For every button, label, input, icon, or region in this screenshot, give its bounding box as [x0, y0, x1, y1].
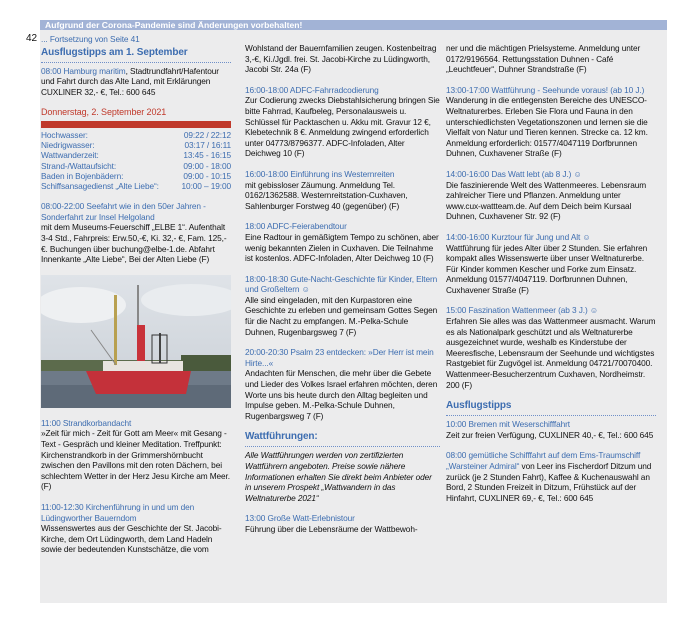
event-kirchenfuehrung — [41, 502, 231, 555]
event-strandkorbandacht — [41, 418, 231, 492]
tide-row — [41, 161, 231, 171]
event-text: mit dem Museums-Feuerschiff „ELBE 1“. Aufenthalt 3-4 Std., Fahrpreis: Erw.50,-€, Ki. 32,- €, Fam. 125,- €. Buchungen über buchung@elbe-1.de. Abfahrt Innenkante „Alte Liebe“, Bei der Alten Liebe (F) — [41, 222, 227, 265]
event-text: Erfahren Sie alles was das Wattenmeer ausmacht. Warum es als Nationalpark geschützt und als Weltnaturerbe ausgezeichnet wurde, weshalb es Kinderstube der Meeresfische, Lebensraum der Seehunde und wichtigstes Rastgebiet für Zugvögel ist. Anmeldung 04721/70070400. Wattenmeer-Besucherzentrum Cuxhaven, Nordheimstr. 200 (F) — [446, 316, 656, 390]
tide-row — [41, 140, 231, 150]
corona-notice-banner: Aufgrund der Corona-Pandemie sind Änderungen vorbehalten! — [40, 20, 667, 30]
event-text: Zeit zur freien Verfügung, CUXLINER 40,- €, Tel.: 600 645 — [446, 429, 654, 440]
event-title: 13:00-17:00 Wattführung - Seehunde voraus! (ab 10 J.) — [446, 84, 645, 95]
event-westernreiten — [245, 169, 440, 211]
tide-value: 13:45 - 16:15 — [183, 150, 231, 161]
tide-row — [41, 130, 231, 140]
page-number: 42 — [26, 33, 38, 44]
tide-row — [41, 171, 231, 181]
section-heading-ausflugstipps: Ausflugstipps — [446, 400, 656, 416]
event-seefahrt-helgoland — [41, 201, 231, 265]
event-text: Zur Codierung zwecks Diebstahlsicherung bringen Sie bitte Fahrrad, Kaufbeleg, Personalausweis u. Schlüssel für Packtaschen u. Akku mit. Gravur 12 €, Klebetechnik 8 €. Anmeldung zwingend erforderlich unter 04773/8796377. ADFC-Infoladen, Alter Deichweg 10 (F) — [245, 95, 440, 159]
event-hamburg-maritim — [41, 66, 231, 98]
tide-value: 03:17 / 16:11 — [184, 140, 231, 151]
event-title: 18:00 ADFC-Feierabendtour — [245, 221, 347, 232]
event-adfc-codierung — [245, 85, 440, 159]
event-text: Eine Radtour in gemäßigtem Tempo zu schönen, aber wenig bekannten Zielen in Cuxhaven. Die Teilnahme ist kostenlos. ADFC-Infoladen, Alter Deichweg 10 (F) — [245, 231, 439, 264]
tide-table — [41, 130, 231, 191]
event-title: 08:00-22:00 Seefahrt wie in den 50er Jahren - Sonderfahrt zur Insel Helgoland — [41, 201, 206, 222]
event-text: von Leer ins Fischerdorf Ditzum und zurück (je 2 Stunden Fahrt), Kaffee & Kuchenauswahl an Bord, 2 Stunden Freizeit in Ditzum, Frühstück auf der Hinfahrt, CUXLINER 69,- €, Tel.: 600 645 — [446, 461, 652, 503]
tide-row — [41, 150, 231, 160]
event-warsteiner-admiral — [446, 450, 656, 503]
event-kurztour — [446, 232, 656, 296]
tide-value: 09:22 / 22:12 — [183, 129, 231, 140]
tide-row — [41, 181, 231, 191]
event-faszination-wattenmeer — [446, 305, 656, 390]
date-divider-bar — [41, 121, 231, 128]
date-heading: Donnerstag, 2. September 2021 — [41, 107, 167, 118]
tide-label: Strand-/Wattaufsicht: — [41, 160, 117, 171]
tide-label: Wattwanderzeit: — [41, 150, 99, 161]
column-1 — [41, 34, 231, 565]
event-title: 15:00 Faszination Wattenmeer (ab 3 J.) ☺ — [446, 305, 599, 316]
tide-label: Hochwasser: — [41, 129, 88, 140]
event-title: 14:00-16:00 Kurztour für Jung und Alt ☺ — [446, 231, 591, 242]
event-text: Alle sind eingeladen, mit den Kurpastoren eine Geschichte zu erleben und gemeinsam Gottes Segen für die Nacht zu empfangen. M.-Pelka-Schule Duhnen, Rugenbargsweg 7 (F) — [245, 294, 438, 337]
tide-label: Schiffsansagedienst „Alte Liebe“: — [41, 180, 159, 191]
event-title: 08:00 Hamburg maritim — [41, 65, 126, 76]
tide-label: Baden in Bojenbädern: — [41, 170, 124, 181]
tide-label: Niedrigwasser: — [41, 140, 95, 151]
tide-value: 09:00 - 18:00 — [183, 160, 231, 171]
ship-photo — [41, 275, 231, 408]
section-heading-ausflugstipps-1-sept: Ausflugstipps am 1. September — [41, 47, 231, 63]
tide-value: 10:00 – 19:00 — [181, 180, 231, 191]
event-watt-erlebnistour — [245, 513, 440, 534]
section-heading-wattfuehrungen: Wattführungen: — [245, 431, 440, 447]
event-text: Andachten für Menschen, die mehr über die Gebete und Lieder des Volkes Israel erfahren möchten, deren Worte uns bis heute durch den Alltag begleiten und Impulse geben. M.-Pelka-Schule Duhnen, Rugenbargsweg 7 (F) — [245, 368, 438, 421]
event-text: Die faszinierende Welt des Wattenmeeres. Lebensraum zahlreicher Tiere und Pflanzen. Anmeldung unter www.cux-wattteam.de. Auf dem Deich beim Kursaal Duhnen, Cuxhavener Str. 92 (F) — [446, 179, 647, 222]
event-title: 16:00-18:00 Einführung ins Westernreiten — [245, 168, 395, 179]
column-3 — [446, 43, 656, 513]
continued-note: ... Fortsetzung von Seite 41 — [41, 34, 140, 44]
event-title: 10:00 Bremen mit Weserschifffahrt — [446, 419, 570, 430]
event-title: 08:00 gemütliche Schifffahrt auf dem Ems-Traumschiff „Warsteiner Admiral“ — [446, 450, 641, 471]
wattfuehrungen-intro: Alle Wattführungen werden von zertifizierten Wattführern angeboten. Preise sowie nähere Informationen erhalten Sie direkt beim Anbieter oder in unserem Prospekt „Wattwandern in das Weltnaturerbe 2021“ — [245, 450, 432, 503]
event-title: 18:00-18:30 Gute-Nacht-Geschichte für Kinder, Eltern und Großeltern ☺ — [245, 273, 438, 295]
event-text: Führung über die Lebensräume der Wattbewoh- — [245, 523, 418, 534]
event-text: , Stadtrundfahrt/Hafentour und Fahrt durch das Alte Land, mit Erklärungen CUXLINER 32,- €, Tel.: 600 645 — [41, 65, 219, 97]
event-bremen — [446, 419, 656, 440]
tide-value: 09:00 - 10:15 — [183, 170, 231, 181]
continued-text: ner und die mächtigen Prielsysteme. Anmeldung unter 0172/9196564. Rettungsstation Duhnen - Café „Leuchtfeuer“, Duhner Strandstraße (F) — [446, 43, 641, 75]
event-seehunde-voraus — [446, 85, 656, 159]
event-title: 20:00-20:30 Psalm 23 entdecken: »Der Herr ist mein Hirte...« — [245, 347, 434, 368]
event-title: 14:00-16:00 Das Watt lebt (ab 8 J.) ☺ — [446, 168, 582, 179]
event-title: 11:00 Strandkorbandacht — [41, 417, 132, 428]
event-title: 16:00-18:00 ADFC-Fahrradcodierung — [245, 84, 379, 95]
event-text: mit gebissloser Zäumung. Anmeldung Tel. 0162/1362588. Westernreitstation-Cuxhaven, Sahlenburger Forstweg 40 (gegenüber) (F) — [245, 179, 408, 211]
column-2 — [245, 43, 440, 545]
event-title: 11:00-12:30 Kirchenführung in und um den Lüdingworther Bauerndom — [41, 501, 195, 523]
event-text: Wanderung in die entlegensten Bereiche des UNESCO-Weltnaturerbes. Erleben Sie Flora und Fauna in den unterschiedlichsten Vegetationszonen und lernen sie die Vielfalt von Natur und Tieren kennen. Strecke ca. 12 km. Anmeldung erforderlich: 01577/4047119 Dorfbrunnen Duhnen, Cuxhavener Straße (F) — [446, 95, 648, 159]
continued-text: Wohlstand der Bauernfamilien zeugen. Kostenbeitrag 3,-€, Ki./Jgdl. frei. St. Jacobi-Kirche zu Lüdingworth, Jacobi Str. 24a (F) — [245, 43, 437, 75]
event-adfc-feierabendtour — [245, 221, 440, 263]
lightship-image — [41, 275, 231, 408]
event-text: Wissenswertes aus der Geschichte der St. Jacobi-Kirche, dem Ort Lüdingworth, dem Land Hadeln sowie der bedeutenden Kunstschätze, die vom — [41, 523, 222, 555]
event-gute-nacht-geschichte — [245, 274, 440, 338]
event-watt-lebt — [446, 169, 656, 222]
event-title: 13:00 Große Watt-Erlebnistour — [245, 513, 355, 524]
event-text: Wattführung für jedes Alter über 2 Stunden. Sie erfahren kompakt alles Wissenswerte über unser Weltnaturerbe. Für Kinder kommen Kescher und Forke zum Einsatz. Anmeldung 01577/4047119. Dorfbrunnen Duhnen, Cuxhavener Straße (F) — [446, 242, 648, 295]
event-text: »Zeit für mich - Zeit für Gott am Meer« mit Gesang - Text - Gespräch und kleiner Meditation. Treffpunkt: Kirchenstrandkorb in der Grimmershörnbucht zwischen den Pavillons mit den roten Dächern, bei schlechtem Wetter in der Herz Jesu Kirche am Meer. (F) — [41, 428, 230, 492]
event-psalm-23 — [245, 347, 440, 421]
